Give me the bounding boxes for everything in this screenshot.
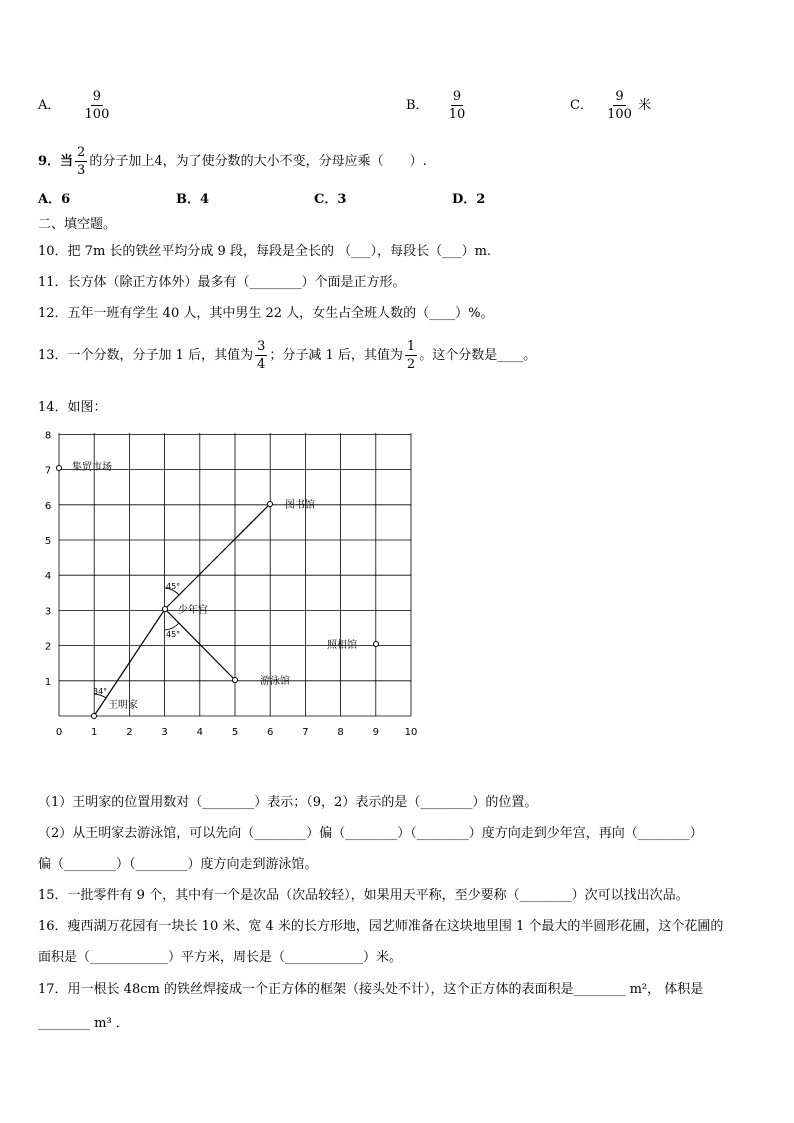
q8-option-c: [570, 90, 651, 121]
y-tick-label: 7: [44, 465, 52, 477]
q13-fraction-2: [405, 340, 417, 371]
denominator: 100: [84, 107, 110, 122]
label-market: 集贸市场: [72, 462, 112, 473]
point-home: [92, 714, 97, 719]
denominator: 100: [607, 107, 632, 122]
label-pool: 游泳馆: [260, 676, 290, 687]
numerator: 1: [406, 339, 416, 354]
x-tick-label: 5: [231, 727, 239, 738]
numerator: 9: [452, 89, 462, 104]
y-tick-label: 6: [44, 500, 52, 512]
q8-option-c-label: C．: [570, 98, 593, 113]
x-tick-label: 0: [55, 727, 63, 738]
q9-option-b: B．4: [176, 192, 210, 207]
label-home: 王明家: [108, 700, 138, 711]
q8-option-a: [38, 90, 111, 121]
denominator: 2: [406, 357, 416, 372]
q9-option-a: A．6: [38, 192, 71, 207]
question-9: [38, 146, 427, 177]
q8-option-b-label: B．: [406, 98, 429, 113]
x-tick-label: 2: [126, 727, 133, 738]
denominator: 10: [448, 107, 466, 122]
q8-option-c-unit: 米: [638, 98, 652, 113]
question-14-intro: 14．如图：: [38, 400, 107, 415]
point-youth-palace: [163, 607, 168, 612]
question-16-line-2: 面积是（____________）平方米，周长是（____________）米。: [38, 950, 403, 965]
numerator: 2: [77, 145, 86, 160]
denominator: 3: [77, 163, 86, 178]
numerator: 9: [92, 89, 102, 104]
q13-part1: 13．一个分数，分子加 1 后，其值为: [38, 348, 254, 363]
grid-lines: [59, 433, 411, 716]
question-14-part-2-line-1: （2）从王明家去游泳馆，可以先向（________）偏（________）（________）度方向走到少年宫，再向（________）: [38, 826, 703, 841]
numerator: 3: [257, 339, 266, 354]
q9-option-d: D．2: [452, 192, 486, 207]
angle-label-1: 45°: [166, 582, 181, 591]
point-pool: [233, 678, 238, 683]
label-studio: 照相馆: [327, 640, 357, 651]
section-heading-fill-in: 二、填空题。: [38, 217, 117, 232]
x-tick-label: 7: [302, 727, 309, 738]
y-tick-label: 1: [44, 676, 52, 688]
question-13: [38, 340, 536, 371]
q9-option-c: C．3: [314, 192, 347, 207]
question-14-part-2-line-2: 偏（________）（________）度方向走到游泳馆。: [38, 857, 318, 872]
numerator: 9: [615, 89, 624, 104]
question-12: 12．五年一班有学生 40 人，其中男生 22 人，女生占全班人数的（____）%。: [38, 306, 494, 321]
question-15: 15．一批零件有 9 个，其中有一个是次品（次品较轻），如果用天平称，至少要称（________）次可以找出次品。: [38, 888, 689, 903]
y-tick-label: 5: [44, 536, 52, 547]
angle-label-2: 45°: [166, 630, 181, 639]
question-10: 10．把 7m 长的铁丝平均分成 9 段，每段是全长的 （___），每段长（___）m.: [38, 244, 492, 259]
question-14-part-1: （1）王明家的位置用数对（________）表示；（9，2）表示的是（________）的位置。: [38, 795, 538, 810]
denominator: 4: [257, 357, 266, 372]
q9-suffix: 的分子加上4，为了使分数的大小不变，分母应乘（ ）.: [89, 154, 427, 169]
q13-fraction-1: [255, 340, 267, 371]
y-tick-label: 3: [44, 606, 52, 618]
q9-fraction: [75, 146, 87, 177]
point-library: [268, 502, 273, 507]
x-tick-label: 1: [91, 727, 98, 738]
x-tick-label: 4: [196, 727, 203, 738]
q8-option-b: [406, 90, 467, 121]
angle-label-3: 34°: [93, 687, 108, 696]
question-17-line-1: 17．用一根长 48cm 的铁丝焊接成一个正方体的框架（接头处不计），这个正方体的表面积是________ m²， 体积是: [38, 982, 704, 997]
label-library: 图书馆: [285, 500, 315, 511]
q8-option-a-label: A．: [38, 98, 61, 113]
q13-part2: ；分子减 1 后，其值为: [269, 348, 403, 363]
coordinate-grid-figure: [36, 424, 436, 744]
x-tick-label: 3: [161, 727, 168, 738]
question-11: 11．长方体（除正方体外）最多有（________）个面是正方形。: [38, 275, 406, 290]
y-tick-label: 4: [44, 571, 52, 583]
q13-part3: 。这个分数是____。: [419, 348, 537, 363]
x-tick-label: 6: [267, 727, 274, 738]
route-youth-palace-to-library: [165, 504, 270, 609]
angle-labels: [93, 582, 180, 696]
q8-option-a-fraction: [85, 90, 110, 121]
q9-prefix: 9．当: [38, 154, 74, 169]
question-17-line-2: ________ m³ ．: [38, 1016, 129, 1031]
angle-arc-2: [165, 623, 179, 630]
question-16-line-1: 16．瘦西湖万花园有一块长 10 米、宽 4 米的长方形地，园艺师准备在这块地里围 1 个最大的半圆形花圃，这个花圃的: [38, 919, 724, 934]
q8-option-c-fraction: [607, 90, 632, 121]
label-youth-palace: 少年宫: [178, 605, 208, 616]
point-market: [57, 466, 62, 471]
x-tick-label: 9: [372, 727, 379, 738]
x-tick-label: 10: [404, 727, 418, 738]
point-studio: [374, 642, 379, 647]
x-tick-label: 8: [337, 727, 344, 738]
q8-option-b-fraction: [449, 90, 466, 121]
place-labels: [72, 460, 357, 711]
y-tick-label: 2: [44, 641, 52, 653]
y-tick-label: 8: [44, 430, 52, 442]
